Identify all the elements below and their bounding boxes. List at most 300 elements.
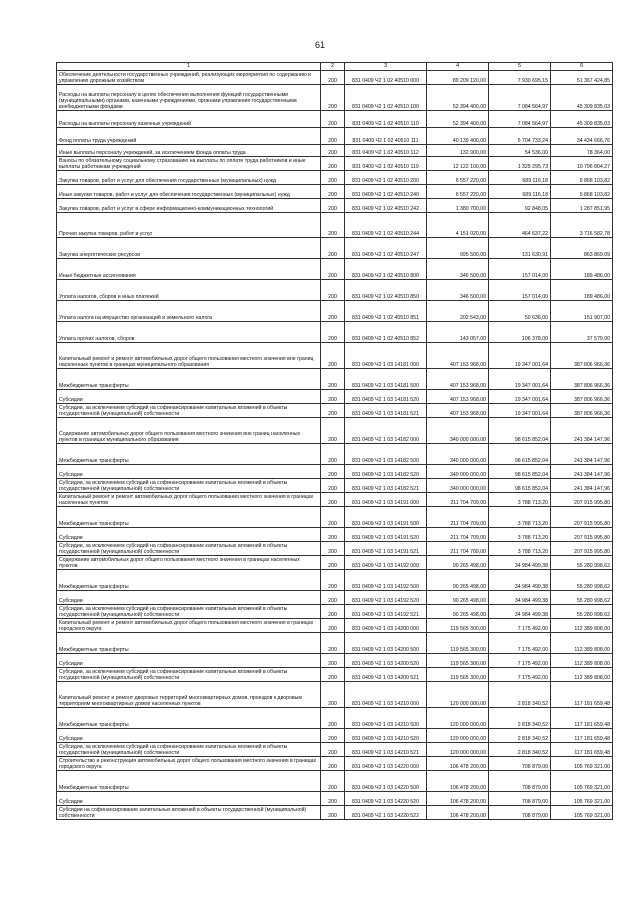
table-row [57, 570, 613, 591]
row-plan: 211 704 709,00 [427, 528, 489, 542]
row-classifier: 831 0409 Ч2 1 03 14191 000 [345, 493, 427, 507]
table-body [57, 71, 613, 820]
row-executed: 92 848,05 [489, 199, 551, 213]
table-row [57, 199, 613, 213]
row-name: Межбюджетные трансферты [57, 507, 321, 528]
row-plan: 119 565 300,00 [427, 668, 489, 682]
row-classifier: 831 0409 Ч2 1 03 14181 500 [345, 369, 427, 390]
column-header: 1 [57, 63, 321, 71]
row-code: 200 [321, 145, 345, 157]
row-plan: 40 139 400,00 [427, 128, 489, 145]
row-remaining: 55 280 998,62 [551, 556, 613, 570]
row-plan: 143 057,00 [427, 322, 489, 343]
row-name: Строительство и реконструкция автомобильных дорог общего пользования местного значения в границах городского округа [57, 757, 321, 771]
row-name: Расходы на выплаты персоналу казенных учреждений [57, 111, 321, 128]
row-executed: 708 879,00 [489, 806, 551, 820]
row-plan: 211 704 709,00 [427, 493, 489, 507]
table-row [57, 85, 613, 111]
row-plan: 407 153 968,00 [427, 343, 489, 369]
row-executed: 3 788 713,20 [489, 507, 551, 528]
row-plan: 106 478 200,00 [427, 806, 489, 820]
row-name: Субсидии [57, 792, 321, 806]
row-code: 200 [321, 493, 345, 507]
row-code: 200 [321, 708, 345, 729]
row-name: Субсидии [57, 528, 321, 542]
row-name: Иные бюджетные ассигнования [57, 259, 321, 280]
row-remaining: 151 907,00 [551, 301, 613, 322]
row-executed: 98 615 852,04 [489, 479, 551, 493]
row-code: 200 [321, 528, 345, 542]
row-code: 200 [321, 128, 345, 145]
row-code: 200 [321, 479, 345, 493]
row-code: 200 [321, 654, 345, 668]
row-executed: 19 347 001,64 [489, 369, 551, 390]
row-remaining: 37 579,00 [551, 322, 613, 343]
row-code: 200 [321, 199, 345, 213]
row-remaining: 241 384 147,96 [551, 444, 613, 465]
table-row [57, 128, 613, 145]
row-executed: 7 175 492,00 [489, 668, 551, 682]
row-remaining: 387 806 966,36 [551, 404, 613, 418]
row-classifier: 831 0409 Ч2 1 03 14220 522 [345, 806, 427, 820]
row-executed: 98 615 852,04 [489, 444, 551, 465]
row-remaining: 5 868 103,82 [551, 171, 613, 185]
row-name: Содержание автомобильных дорог общего пользования местного значения вне границ населенных пунктов в границах муниципального образования [57, 418, 321, 444]
row-executed: 98 615 852,04 [489, 418, 551, 444]
row-code: 200 [321, 757, 345, 771]
table-row [57, 479, 613, 493]
row-classifier: 831 0409 Ч2 1 03 14192 521 [345, 605, 427, 619]
row-plan: 4 151 020,00 [427, 213, 489, 238]
row-remaining: 863 869,09 [551, 238, 613, 259]
row-remaining: 241 384 147,96 [551, 465, 613, 479]
row-code: 200 [321, 682, 345, 708]
row-plan: 90 265 498,00 [427, 556, 489, 570]
row-code: 200 [321, 390, 345, 404]
row-remaining: 105 769 321,00 [551, 806, 613, 820]
row-code: 200 [321, 259, 345, 280]
table-row [57, 792, 613, 806]
row-remaining: 112 389 808,00 [551, 633, 613, 654]
row-remaining: 117 181 659,48 [551, 729, 613, 743]
row-remaining: 112 389 808,00 [551, 619, 613, 633]
table-row [57, 708, 613, 729]
table-row [57, 111, 613, 128]
row-name: Межбюджетные трансферты [57, 444, 321, 465]
table-row [57, 343, 613, 369]
row-remaining: 51 367 424,85 [551, 71, 613, 85]
row-name: Субсидии [57, 654, 321, 668]
row-plan: 995 500,00 [427, 238, 489, 259]
row-plan: 119 565 300,00 [427, 619, 489, 633]
row-classifier: 831 0409 Ч2 1 03 14181 521 [345, 404, 427, 418]
table-header-row [57, 63, 613, 71]
table-row [57, 322, 613, 343]
row-plan: 120 000 000,00 [427, 708, 489, 729]
row-name: Прочая закупка товаров, работ и услуг [57, 213, 321, 238]
row-executed: 7 175 492,00 [489, 633, 551, 654]
row-remaining: 241 384 147,96 [551, 418, 613, 444]
row-classifier: 831 0409 Ч2 1 03 14182 520 [345, 465, 427, 479]
table-row [57, 757, 613, 771]
row-name: Субсидии, за исключением субсидий на софинансирование капитальных вложений в объекты государственной (муниципальной) собственности [57, 542, 321, 556]
row-plan: 340 000 000,00 [427, 465, 489, 479]
row-remaining: 189 486,00 [551, 259, 613, 280]
row-name: Иные выплаты персоналу учреждений, за исключением фонда оплаты труда [57, 145, 321, 157]
row-remaining: 45 309 835,03 [551, 111, 613, 128]
row-code: 200 [321, 157, 345, 171]
row-remaining: 55 280 998,62 [551, 591, 613, 605]
table-row [57, 465, 613, 479]
row-classifier: 831 0409 Ч2 1 03 14181 520 [345, 390, 427, 404]
row-executed: 2 818 340,52 [489, 729, 551, 743]
row-classifier: 831 0409 Ч2 1 03 14200 000 [345, 619, 427, 633]
row-executed: 98 615 852,04 [489, 465, 551, 479]
row-classifier: 831 0409 Ч2 1 02 40510 851 [345, 301, 427, 322]
table-row [57, 444, 613, 465]
row-plan: 52 394 400,00 [427, 85, 489, 111]
row-remaining: 3 716 582,78 [551, 213, 613, 238]
row-plan: 407 153 968,00 [427, 369, 489, 390]
row-code: 200 [321, 792, 345, 806]
table-row [57, 280, 613, 301]
row-remaining: 207 915 995,80 [551, 528, 613, 542]
row-executed: 3 788 713,20 [489, 542, 551, 556]
table-row [57, 729, 613, 743]
row-classifier: 831 0409 Ч2 1 03 14191 521 [345, 542, 427, 556]
row-remaining: 117 181 659,48 [551, 682, 613, 708]
row-remaining: 10 796 804,27 [551, 157, 613, 171]
table-row [57, 743, 613, 757]
row-classifier: 831 0409 Ч2 1 03 14192 000 [345, 556, 427, 570]
row-remaining: 1 287 851,95 [551, 199, 613, 213]
row-classifier: 831 0409 Ч2 1 03 14210 500 [345, 708, 427, 729]
row-classifier: 831 0409 Ч2 1 02 40510 852 [345, 322, 427, 343]
row-code: 200 [321, 185, 345, 199]
row-classifier: 831 0409 Ч2 1 02 40510 200 [345, 171, 427, 185]
row-plan: 202 543,00 [427, 301, 489, 322]
table-row [57, 682, 613, 708]
row-code: 200 [321, 171, 345, 185]
row-code: 200 [321, 71, 345, 85]
row-remaining: 117 181 659,48 [551, 708, 613, 729]
column-header: 3 [345, 63, 427, 71]
row-remaining: 112 389 808,00 [551, 654, 613, 668]
table-row [57, 390, 613, 404]
row-name: Уплата прочих налогов, сборов [57, 322, 321, 343]
row-code: 200 [321, 542, 345, 556]
row-executed: 1 325 295,73 [489, 157, 551, 171]
row-remaining: 387 806 966,36 [551, 390, 613, 404]
row-remaining: 78 364,00 [551, 145, 613, 157]
row-plan: 90 265 498,00 [427, 570, 489, 591]
row-plan: 407 153 968,00 [427, 390, 489, 404]
table-row [57, 605, 613, 619]
row-plan: 132 900,00 [427, 145, 489, 157]
row-classifier: 831 0409 Ч2 1 03 14200 520 [345, 654, 427, 668]
row-code: 200 [321, 605, 345, 619]
row-code: 200 [321, 668, 345, 682]
table-row [57, 806, 613, 820]
row-plan: 120 000 000,00 [427, 682, 489, 708]
row-executed: 19 347 001,64 [489, 390, 551, 404]
row-remaining: 387 806 966,36 [551, 369, 613, 390]
row-name: Субсидии [57, 591, 321, 605]
row-classifier: 831 0409 Ч2 1 02 40510 244 [345, 213, 427, 238]
table-row [57, 619, 613, 633]
row-name: Закупка товаров, работ и услуг в сфере информационно-коммуникационных технологий [57, 199, 321, 213]
table-row [57, 301, 613, 322]
table-row [57, 145, 613, 157]
column-header: 4 [427, 63, 489, 71]
row-executed: 689 116,18 [489, 185, 551, 199]
row-code: 200 [321, 729, 345, 743]
table-row [57, 556, 613, 570]
row-name: Межбюджетные трансферты [57, 708, 321, 729]
row-executed: 34 984 499,38 [489, 556, 551, 570]
row-plan: 106 478 200,00 [427, 771, 489, 792]
row-remaining: 105 769 321,00 [551, 757, 613, 771]
row-name: Капитальный ремонт и ремонт дворовых территорий многоквартирных домов, проездов к дворовым территориям многоквартирных домов населенных пунктов [57, 682, 321, 708]
row-executed: 7 930 695,15 [489, 71, 551, 85]
column-header: 6 [551, 63, 613, 71]
table-row [57, 493, 613, 507]
row-plan: 90 265 498,00 [427, 591, 489, 605]
row-code: 200 [321, 85, 345, 111]
row-plan: 211 704 709,00 [427, 507, 489, 528]
row-remaining: 105 769 321,00 [551, 792, 613, 806]
row-executed: 708 879,00 [489, 792, 551, 806]
row-classifier: 831 0409 Ч2 1 03 14220 520 [345, 792, 427, 806]
row-classifier: 831 0409 Ч2 1 02 40510 112 [345, 145, 427, 157]
row-remaining: 112 389 808,00 [551, 668, 613, 682]
row-plan: 12 122 100,00 [427, 157, 489, 171]
row-plan: 106 478 200,00 [427, 757, 489, 771]
row-name: Субсидии [57, 465, 321, 479]
row-classifier: 831 0409 Ч2 1 02 40510 850 [345, 280, 427, 301]
row-executed: 50 636,00 [489, 301, 551, 322]
row-classifier: 831 0409 Ч2 1 02 40510 247 [345, 238, 427, 259]
table-row [57, 157, 613, 171]
row-classifier: 831 0409 Ч2 1 02 40510 111 [345, 128, 427, 145]
row-code: 200 [321, 213, 345, 238]
row-classifier: 831 0409 Ч2 1 02 40510 000 [345, 71, 427, 85]
row-classifier: 831 0409 Ч2 1 02 40510 110 [345, 111, 427, 128]
row-plan: 340 000 000,00 [427, 444, 489, 465]
row-remaining: 207 915 995,80 [551, 507, 613, 528]
row-code: 200 [321, 556, 345, 570]
row-plan: 1 380 700,00 [427, 199, 489, 213]
row-executed: 464 637,22 [489, 213, 551, 238]
table-row [57, 213, 613, 238]
row-executed: 2 818 340,52 [489, 743, 551, 757]
table-row [57, 542, 613, 556]
row-code: 200 [321, 633, 345, 654]
row-plan: 90 265 498,00 [427, 605, 489, 619]
row-code: 200 [321, 280, 345, 301]
table-row [57, 171, 613, 185]
row-name: Субсидии на софинансирование капитальных вложений в объекты государственной (муниципальной) собственности [57, 806, 321, 820]
row-executed: 5 704 733,24 [489, 128, 551, 145]
row-name: Субсидии, за исключением субсидий на софинансирование капитальных вложений в объекты государственной (муниципальной) собственности [57, 668, 321, 682]
row-code: 200 [321, 465, 345, 479]
table-row [57, 591, 613, 605]
row-executed: 708 879,00 [489, 771, 551, 792]
row-name: Субсидии, за исключением субсидий на софинансирование капитальных вложений в объекты государственной (муниципальной) собственности [57, 743, 321, 757]
row-code: 200 [321, 591, 345, 605]
row-classifier: 831 0409 Ч2 1 03 14220 500 [345, 771, 427, 792]
table-row [57, 528, 613, 542]
row-name: Капитальный ремонт и ремонт автомобильных дорог общего пользования местного значения вне границ населенных пунктов в границах муниципального образования [57, 343, 321, 369]
row-name: Субсидии, за исключением субсидий на софинансирование капитальных вложений в объекты государственной (муниципальной) собственности [57, 404, 321, 418]
row-classifier: 831 0409 Ч2 1 03 14182 500 [345, 444, 427, 465]
row-code: 200 [321, 404, 345, 418]
row-code: 200 [321, 343, 345, 369]
row-remaining: 55 280 998,62 [551, 605, 613, 619]
row-classifier: 831 0409 Ч2 1 02 40510 119 [345, 157, 427, 171]
row-code: 200 [321, 418, 345, 444]
row-remaining: 207 915 995,80 [551, 542, 613, 556]
row-remaining: 387 806 966,36 [551, 343, 613, 369]
row-classifier: 831 0409 Ч2 1 02 40510 100 [345, 85, 427, 111]
row-executed: 7 084 564,97 [489, 111, 551, 128]
row-remaining: 105 769 321,00 [551, 771, 613, 792]
column-header: 2 [321, 63, 345, 71]
row-remaining: 55 280 998,62 [551, 570, 613, 591]
row-plan: 89 209 120,00 [427, 71, 489, 85]
row-name: Иные закупки товаров, работ и услуг для обеспечения государственных (муниципальных) нужд [57, 185, 321, 199]
row-remaining: 5 868 103,82 [551, 185, 613, 199]
row-code: 200 [321, 444, 345, 465]
row-executed: 157 014,00 [489, 280, 551, 301]
row-executed: 19 347 001,64 [489, 404, 551, 418]
row-name: Субсидии [57, 390, 321, 404]
page-number: 61 [314, 40, 325, 50]
row-code: 200 [321, 369, 345, 390]
table-row [57, 185, 613, 199]
row-classifier: 831 0409 Ч2 1 03 14182 521 [345, 479, 427, 493]
table-row [57, 369, 613, 390]
row-remaining: 34 434 666,76 [551, 128, 613, 145]
row-name: Расходы на выплаты персоналу в целях обеспечения выполнения функций государственными (муниципальными) органами, казенными учреждениями, органами управления государственными внебюджетными фондами [57, 85, 321, 111]
row-executed: 106 378,00 [489, 322, 551, 343]
row-remaining: 241 384 147,96 [551, 479, 613, 493]
row-remaining: 207 915 995,80 [551, 493, 613, 507]
row-remaining: 117 181 659,48 [551, 743, 613, 757]
table-row [57, 71, 613, 85]
row-remaining: 45 309 835,03 [551, 85, 613, 111]
row-executed: 689 116,18 [489, 171, 551, 185]
row-classifier: 831 0409 Ч2 1 03 14192 520 [345, 591, 427, 605]
table-row [57, 771, 613, 792]
row-classifier: 831 0409 Ч2 1 03 14210 000 [345, 682, 427, 708]
row-name: Субсидии, за исключением субсидий на софинансирование капитальных вложений в объекты государственной (муниципальной) собственности [57, 479, 321, 493]
column-header: 5 [489, 63, 551, 71]
row-plan: 346 500,00 [427, 280, 489, 301]
row-code: 200 [321, 238, 345, 259]
row-classifier: 831 0409 Ч2 1 02 40510 800 [345, 259, 427, 280]
row-executed: 34 984 499,38 [489, 605, 551, 619]
table-row [57, 259, 613, 280]
row-executed: 3 788 713,20 [489, 528, 551, 542]
row-remaining: 189 486,00 [551, 280, 613, 301]
row-classifier: 831 0409 Ч2 1 03 14220 000 [345, 757, 427, 771]
row-classifier: 831 0409 Ч2 1 03 14191 520 [345, 528, 427, 542]
row-classifier: 831 0409 Ч2 1 03 14192 500 [345, 570, 427, 591]
row-classifier: 831 0409 Ч2 1 03 14210 520 [345, 729, 427, 743]
row-name: Закупка энергетических ресурсов [57, 238, 321, 259]
budget-table [56, 62, 613, 820]
row-executed: 7 175 492,00 [489, 654, 551, 668]
row-plan: 120 000 000,00 [427, 743, 489, 757]
row-classifier: 831 0409 Ч2 1 03 14210 521 [345, 743, 427, 757]
row-classifier: 831 0409 Ч2 1 02 40510 242 [345, 199, 427, 213]
table-row [57, 633, 613, 654]
row-name: Межбюджетные трансферты [57, 570, 321, 591]
row-code: 200 [321, 507, 345, 528]
table-row [57, 654, 613, 668]
row-executed: 2 818 340,52 [489, 682, 551, 708]
row-executed: 708 879,00 [489, 757, 551, 771]
row-name: Межбюджетные трансферты [57, 369, 321, 390]
row-code: 200 [321, 322, 345, 343]
row-classifier: 831 0409 Ч2 1 03 14181 000 [345, 343, 427, 369]
row-code: 200 [321, 619, 345, 633]
row-name: Закупка товаров, работ и услуг для обеспечения государственных (муниципальных) нужд [57, 171, 321, 185]
row-plan: 6 557 220,00 [427, 185, 489, 199]
row-executed: 34 984 499,38 [489, 570, 551, 591]
row-plan: 6 557 220,00 [427, 171, 489, 185]
row-code: 200 [321, 570, 345, 591]
row-name: Межбюджетные трансферты [57, 633, 321, 654]
row-code: 200 [321, 743, 345, 757]
row-name: Уплата налога на имущество организаций и земельного налога [57, 301, 321, 322]
row-plan: 340 000 000,00 [427, 418, 489, 444]
row-name: Капитальный ремонт и ремонт автомобильных дорог общего пользования местного значения в границах городского округа [57, 619, 321, 633]
row-name: Взносы по обязательному социальному страхованию на выплаты по оплате труда работников и иные выплаты работникам учреждений [57, 157, 321, 171]
row-executed: 157 014,00 [489, 259, 551, 280]
row-executed: 7 084 564,97 [489, 85, 551, 111]
row-name: Межбюджетные трансферты [57, 771, 321, 792]
row-executed: 54 536,00 [489, 145, 551, 157]
row-classifier: 831 0409 Ч2 1 02 40510 240 [345, 185, 427, 199]
table-row [57, 404, 613, 418]
row-code: 200 [321, 806, 345, 820]
row-name: Фонд оплаты труда учреждений [57, 128, 321, 145]
row-executed: 19 347 001,64 [489, 343, 551, 369]
row-plan: 120 000 000,00 [427, 729, 489, 743]
row-plan: 340 000 000,00 [427, 479, 489, 493]
row-plan: 211 704 709,00 [427, 542, 489, 556]
row-classifier: 831 0409 Ч2 1 03 14200 521 [345, 668, 427, 682]
row-code: 200 [321, 771, 345, 792]
row-name: Уплата налогов, сборов и иных платежей [57, 280, 321, 301]
row-plan: 119 565 300,00 [427, 633, 489, 654]
row-name: Субсидии, за исключением субсидий на софинансирование капитальных вложений в объекты государственной (муниципальной) собственности [57, 605, 321, 619]
row-classifier: 831 0409 Ч2 1 03 14200 500 [345, 633, 427, 654]
row-name: Субсидии [57, 729, 321, 743]
row-classifier: 831 0409 Ч2 1 03 14191 500 [345, 507, 427, 528]
row-executed: 2 818 340,52 [489, 708, 551, 729]
row-classifier: 831 0409 Ч2 1 03 14182 000 [345, 418, 427, 444]
row-code: 200 [321, 301, 345, 322]
row-executed: 3 788 713,20 [489, 493, 551, 507]
table-row [57, 507, 613, 528]
row-plan: 346 500,00 [427, 259, 489, 280]
row-plan: 119 565 300,00 [427, 654, 489, 668]
table-row [57, 668, 613, 682]
row-name: Капитальный ремонт и ремонт автомобильных дорог общего пользования местного значения в границах населенных пунктов [57, 493, 321, 507]
